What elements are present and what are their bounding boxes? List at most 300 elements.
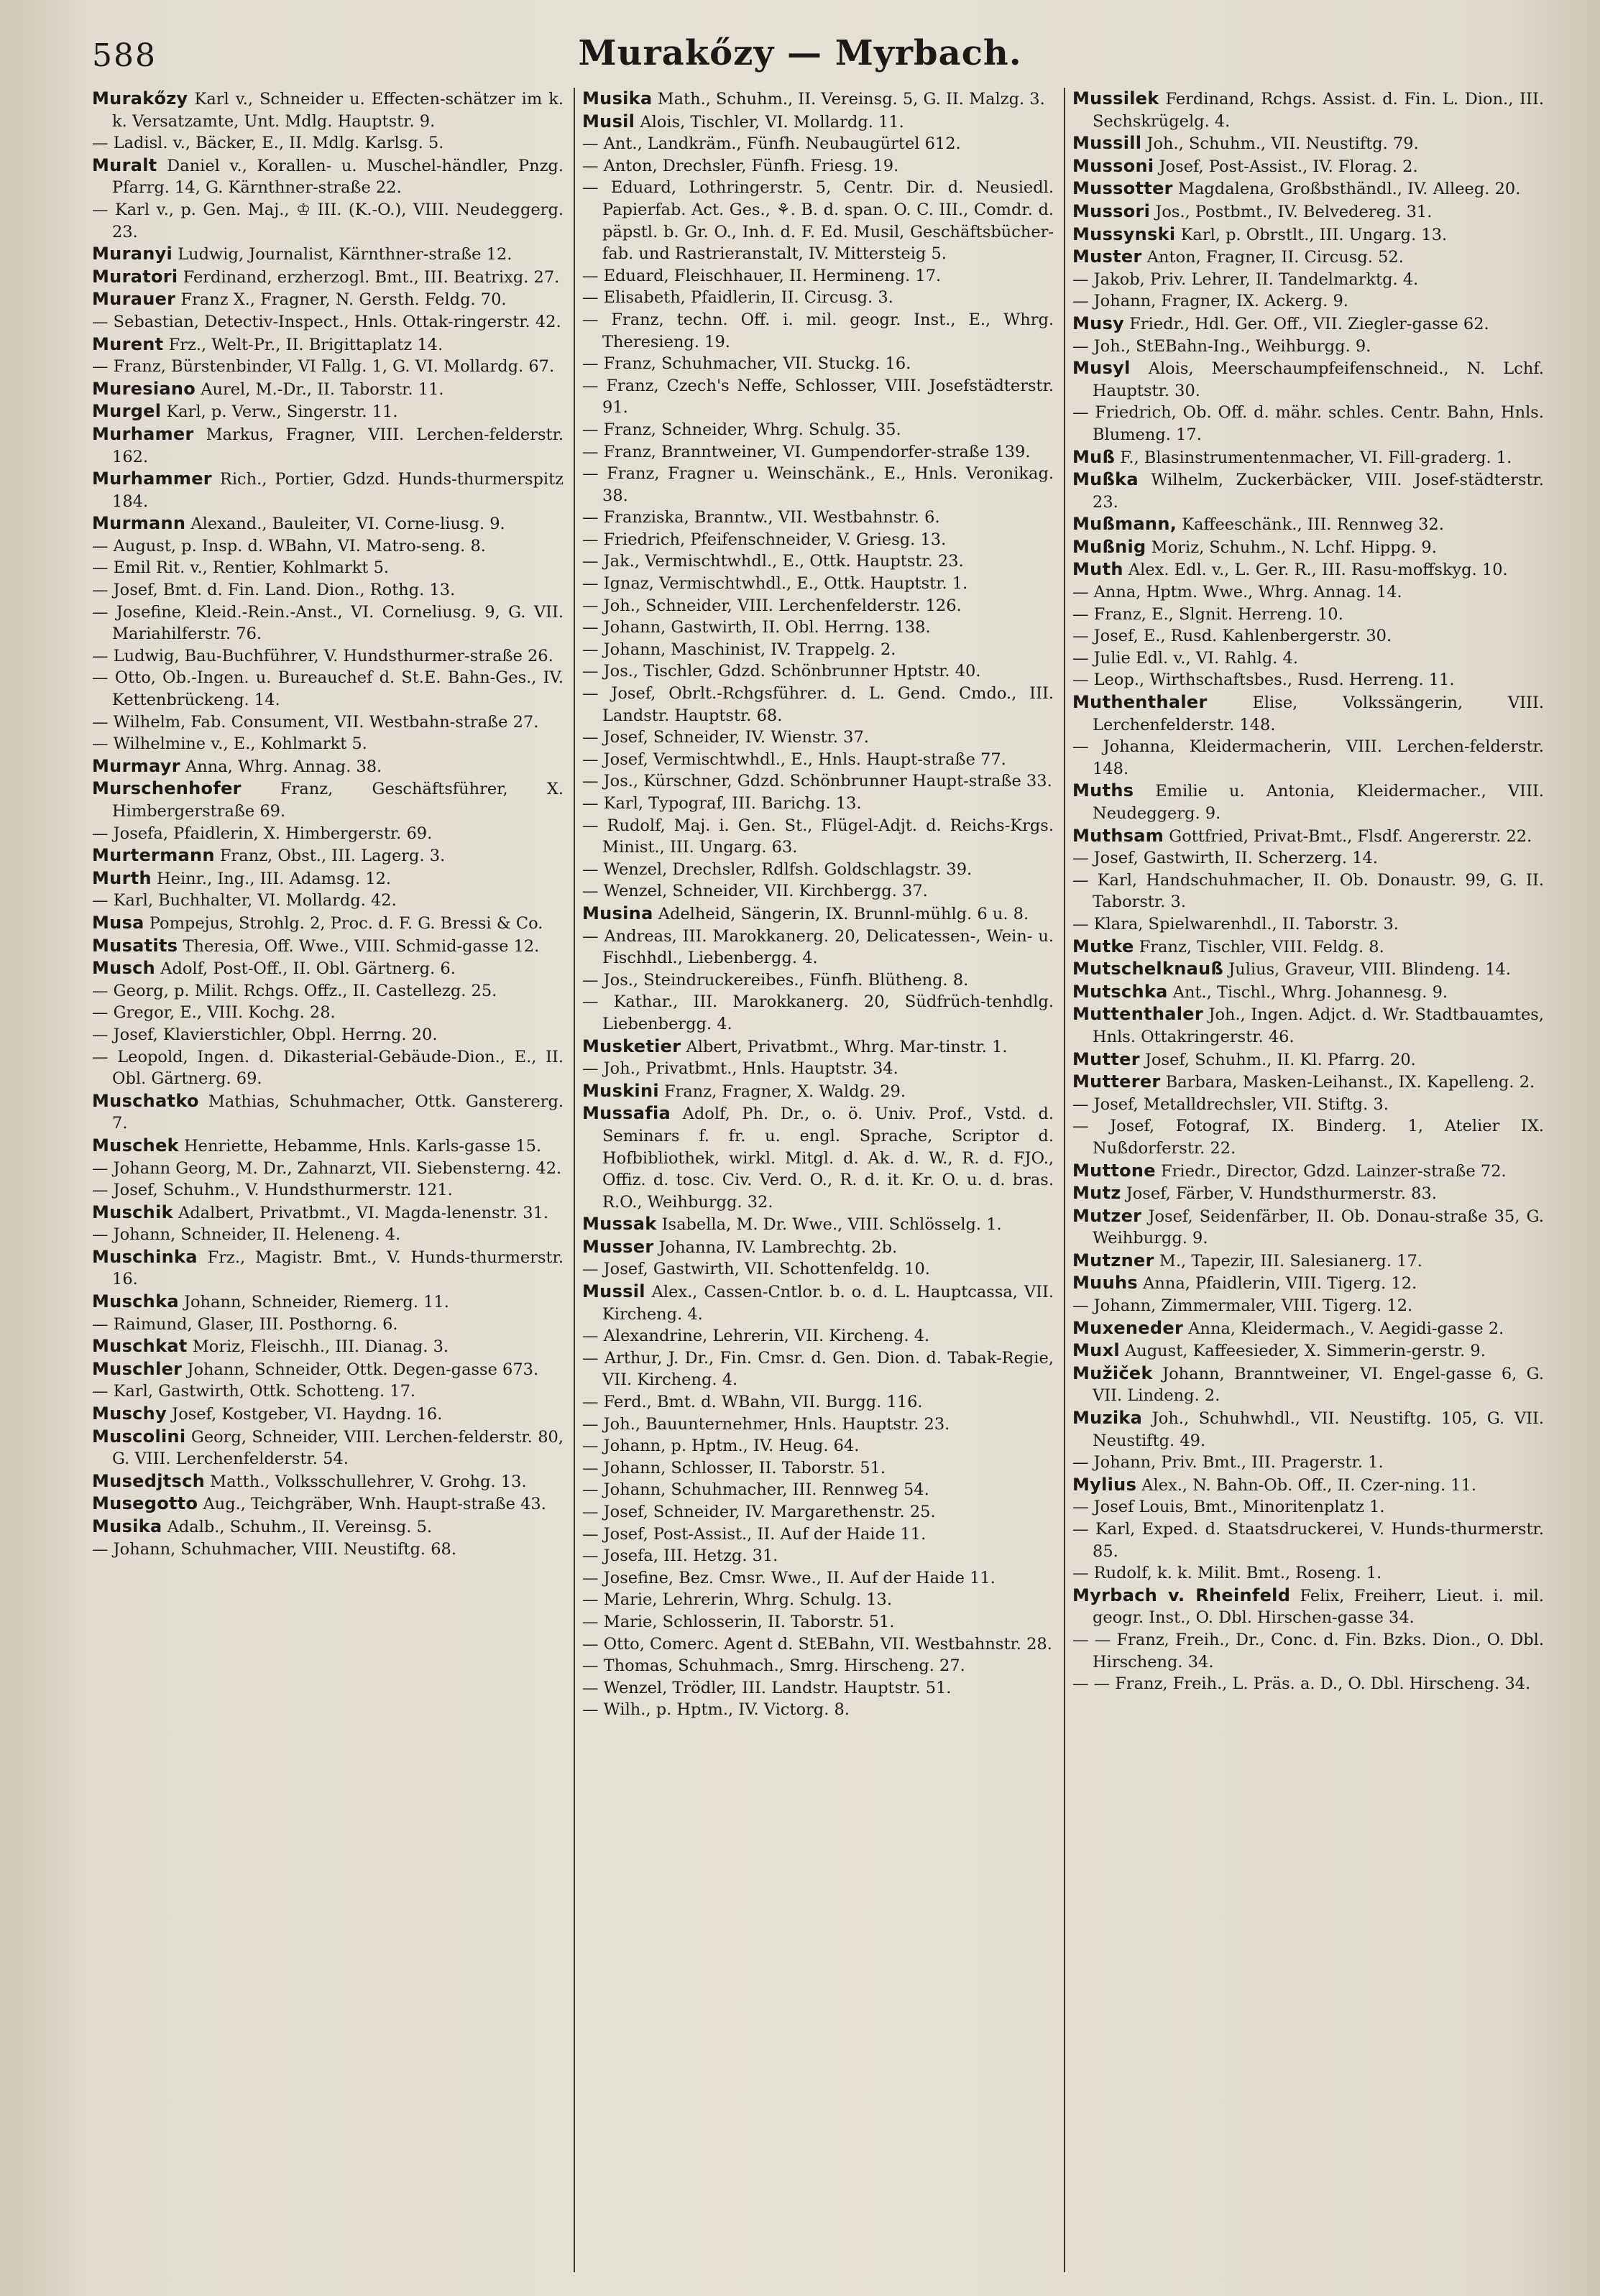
entry-surname: Mutzner xyxy=(1072,1250,1154,1271)
entry-surname: Mußnig xyxy=(1072,536,1146,557)
entry-surname: Musyl xyxy=(1072,358,1131,379)
directory-entry xyxy=(1072,1585,1544,1629)
entry-text: Joh., Ingen. Adjct. d. Wr. Stadtbauamtes, Hnls. Ottakringerstr. 46. xyxy=(1093,1005,1544,1046)
directory-entry xyxy=(582,265,1054,287)
directory-entry xyxy=(1072,558,1544,581)
directory-entry xyxy=(1072,1160,1544,1183)
directory-entry xyxy=(92,957,564,980)
directory-entry xyxy=(92,579,564,601)
entry-surname: Mußmann, xyxy=(1072,514,1177,535)
directory-entry xyxy=(92,1291,564,1314)
directory-entry xyxy=(582,1325,1054,1347)
directory-entry xyxy=(92,823,564,845)
entry-text: Felix, Freiherr, Lieut. i. mil. geogr. Inst., O. Dbl. Hirschen-gasse 34. xyxy=(1093,1586,1544,1628)
entry-surname: Murakőzy xyxy=(92,88,188,109)
entry-text: — Ladisl. v., Bäcker, E., II. Mdlg. Karlsg. 5. xyxy=(92,134,444,153)
entry-surname: Muschler xyxy=(92,1358,183,1379)
entry-surname: Mussak xyxy=(582,1214,657,1235)
directory-entry xyxy=(582,1479,1054,1501)
directory-entry xyxy=(582,375,1054,419)
entry-text: — Anton, Drechsler, Fünfh. Friesg. 19. xyxy=(582,156,899,175)
entry-text: Frz., Welt-Pr., II. Brigittaplatz 14. xyxy=(163,335,443,354)
directory-entry xyxy=(92,1380,564,1403)
entry-text: — Gregor, E., VIII. Kochg. 28. xyxy=(92,1003,336,1023)
entry-text: Johann, Branntweiner, VI. Engel-gasse 6, G. VII. Lindeng. 2. xyxy=(1093,1364,1544,1406)
directory-entry xyxy=(1072,1048,1544,1071)
entry-text: — Joh., Schneider, VIII. Lerchenfelderstr. 126. xyxy=(582,596,962,615)
entry-text: Alex., Cassen-Cntlor. b. o. d. L. Hauptcassa, VII. Kircheng. 4. xyxy=(602,1283,1054,1324)
entry-text: — Johann, Schuhmacher, VIII. Neustiftg. 68. xyxy=(92,1539,456,1559)
directory-entry xyxy=(582,529,1054,551)
entry-text: Karl, p. Verw., Singerstr. 11. xyxy=(161,402,398,422)
entry-text: — Karl v., p. Gen. Maj., ♔ III. (K.-O.), VIII. Neudeggerg. 23. xyxy=(92,200,564,241)
entry-text: — Joh., Bauunternehmer, Hnls. Hauptstr. 23. xyxy=(582,1414,950,1434)
entry-text: Joh., Schuhwhdl., VII. Neustiftg. 105, G. VII. Neustiftg. 49. xyxy=(1093,1409,1544,1450)
entry-surname: Muratori xyxy=(92,266,178,287)
directory-entry xyxy=(582,1523,1054,1546)
directory-entry xyxy=(582,1611,1054,1633)
directory-entry xyxy=(1072,847,1544,870)
entry-text: — Karl, Exped. d. Staatsdruckerei, V. Hunds-thurmerstr. 85. xyxy=(1072,1520,1544,1561)
entry-text: Aug., Teichgräber, Wnh. Haupt-straße 43. xyxy=(198,1495,546,1514)
entry-text: — Johann, Schneider, II. Heleneng. 4. xyxy=(92,1225,401,1245)
entry-surname: Murtermann xyxy=(92,845,215,866)
entry-surname: Mussafia xyxy=(582,1103,671,1124)
directory-entry xyxy=(582,550,1054,573)
directory-entry xyxy=(582,309,1054,353)
entry-text: — Josef, Schuhm., V. Hundsthurmerstr. 121. xyxy=(92,1181,453,1200)
directory-entry xyxy=(1072,1474,1544,1497)
entry-text: — Sebastian, Detectiv-Inspect., Hnls. Ottak-ringerstr. 42. xyxy=(92,312,561,331)
directory-entry xyxy=(92,890,564,912)
entry-text: — Leopold, Ingen. d. Dikasterial-Gebäude-Dion., E., II. Obl. Gärtnerg. 69. xyxy=(92,1047,564,1089)
directory-entry xyxy=(92,1516,564,1539)
entry-surname: Muxeneder xyxy=(1072,1317,1184,1338)
entry-surname: Musser xyxy=(582,1236,654,1257)
entry-text: — Eduard, Fleischhauer, II. Hermineng. 17. xyxy=(582,266,942,285)
entry-text: — Wilhelm, Fab. Consument, VII. Westbahn-straße 27. xyxy=(92,712,539,732)
entry-text: Emilie u. Antonia, Kleidermacher., VIII. Neudeggerg. 9. xyxy=(1093,782,1544,823)
directory-entry xyxy=(92,645,564,668)
directory-entry xyxy=(1072,1272,1544,1295)
entry-text: Ant., Tischl., Whrg. Johannesg. 9. xyxy=(1167,982,1448,1002)
entry-text: Adolf, Post-Off., II. Obl. Gärtnerg. 6. xyxy=(155,959,456,979)
entry-text: Barbara, Masken-Leihanst., IX. Kapelleng. 2. xyxy=(1160,1073,1535,1092)
entry-text: — Josefa, III. Hetzg. 31. xyxy=(582,1546,778,1566)
entry-surname: Murhamer xyxy=(92,423,194,444)
entry-text: Friedr., Director, Gdzd. Lainzer-straße 72. xyxy=(1155,1161,1507,1181)
directory-entry xyxy=(582,727,1054,749)
directory-entry xyxy=(1072,1340,1544,1363)
entry-text: Adelheid, Sängerin, IX. Brunnl-mühlg. 6 u. 8. xyxy=(653,904,1029,923)
entry-surname: Muschik xyxy=(92,1202,173,1222)
entry-text: — Alexandrine, Lehrerin, VII. Kircheng. 4. xyxy=(582,1327,930,1346)
entry-text: Franz, Obst., III. Lagerg. 3. xyxy=(214,847,446,866)
directory-entry xyxy=(92,423,564,468)
directory-entry xyxy=(582,1213,1054,1236)
entry-text: — Josef, E., Rusd. Kahlenbergerstr. 30. xyxy=(1072,627,1392,646)
entry-text: — Josef, Bmt. d. Fin. Land. Dion., Rothg. 13. xyxy=(92,581,456,600)
entry-text: Albert, Privatbmt., Whrg. Mar-tinstr. 1. xyxy=(681,1037,1008,1056)
entry-text: Mathias, Schuhmacher, Ottk. Ganstererg. 7. xyxy=(112,1092,564,1133)
entry-text: — Franz, Schuhmacher, VII. Stuckg. 16. xyxy=(582,354,911,374)
entry-text: F., Blasinstrumentenmacher, VI. Fill-graderg. 1. xyxy=(1115,448,1512,467)
page-number: 588 xyxy=(92,37,157,74)
directory-entry xyxy=(1072,870,1544,913)
entry-surname: Muth xyxy=(1072,559,1123,580)
directory-entry xyxy=(92,199,564,243)
entry-text: — Wenzel, Schneider, VII. Kirchbergg. 37. xyxy=(582,882,928,901)
directory-entry xyxy=(92,1493,564,1516)
entry-text: — Josef Louis, Bmt., Minoritenplatz 1. xyxy=(1072,1498,1385,1517)
entry-text: Georg, Schneider, VIII. Lerchen-felderstr. 80, G. VIII. Lerchenfelderstr. 54. xyxy=(112,1427,564,1469)
entry-text: — Arthur, J. Dr., Fin. Cmsr. d. Gen. Dion. d. Tabak-Regie, VII. Kircheng. 4. xyxy=(582,1348,1054,1390)
entry-text: — Josef, Metalldrechsler, VII. Stiftg. 3. xyxy=(1072,1094,1389,1114)
entry-text: — Andreas, III. Marokkanerg. 20, Delicatessen-, Wein- u. Fischhdl., Liebenbergg. 4. xyxy=(582,926,1054,968)
directory-entry xyxy=(582,1457,1054,1480)
directory-entry xyxy=(1072,691,1544,736)
entry-text: — Ferd., Bmt. d. WBahn, VII. Burgg. 116. xyxy=(582,1393,923,1412)
entry-surname: Musketier xyxy=(582,1036,681,1056)
entry-text: Ferdinand, Rchgs. Assist. d. Fin. L. Dion., III. Sechskrügelg. 4. xyxy=(1093,90,1544,131)
directory-entry xyxy=(92,935,564,958)
directory-entry xyxy=(582,1633,1054,1656)
entry-surname: Muralt xyxy=(92,155,157,175)
directory-entry xyxy=(1072,1115,1544,1159)
entry-text: Anna, Whrg. Annag. 38. xyxy=(180,757,382,776)
directory-entry xyxy=(582,1589,1054,1611)
directory-entry xyxy=(92,778,564,822)
entry-text: Alois, Meerschaumpfeifenschneid., N. Lchf. Hauptstr. 30. xyxy=(1093,359,1544,400)
directory-entry xyxy=(582,133,1054,155)
directory-entry xyxy=(92,711,564,734)
directory-entry xyxy=(582,1435,1054,1457)
entry-text: Kaffeeschänk., III. Rennweg 32. xyxy=(1177,515,1444,535)
directory-entry xyxy=(92,1090,564,1135)
directory-entry xyxy=(1072,132,1544,155)
directory-entry xyxy=(582,419,1054,441)
entry-text: Josef, Färber, V. Hundsthurmerstr. 83. xyxy=(1121,1184,1437,1204)
directory-entry xyxy=(92,311,564,333)
entry-text: — Josef, Obrlt.-Rchgsführer. d. L. Gend. Cmdo., III. Landstr. Hauptstr. 68. xyxy=(582,684,1054,725)
entry-surname: Mussill xyxy=(1072,133,1142,154)
directory-columns xyxy=(92,88,1544,2272)
directory-entry xyxy=(1072,1071,1544,1094)
entry-text: — — Franz, Freih., Dr., Conc. d. Fin. Bzks. Dion., O. Dbl. Hirscheng. 34. xyxy=(1072,1630,1544,1672)
entry-text: — Karl, Handschuhmacher, II. Ob. Donaustr. 99, G. II. Taborstr. 3. xyxy=(1072,870,1544,912)
directory-entry xyxy=(582,463,1054,507)
entry-text: Franz, Tischler, VIII. Feldg. 8. xyxy=(1134,937,1384,956)
entry-text: Frz., Magistr. Bmt., V. Hunds-thurmerstr. 16. xyxy=(112,1248,564,1289)
directory-entry xyxy=(1072,1518,1544,1562)
directory-entry xyxy=(582,991,1054,1035)
entry-text: Franz, Geschäftsführer, X. Himbergerstraße 69. xyxy=(112,780,564,821)
directory-entry xyxy=(582,903,1054,926)
entry-text: — Wilh., p. Hptm., IV. Victorg. 8. xyxy=(582,1700,850,1720)
entry-text: — Josefine, Kleid.-Rein.-Anst., VI. Corneliusg. 9, G. VII. Mariahilferstr. 76. xyxy=(92,602,564,644)
entry-text: Josef, Kostgeber, VI. Haydng. 16. xyxy=(167,1405,443,1424)
directory-entry xyxy=(1072,269,1544,291)
directory-entry xyxy=(92,535,564,558)
entry-surname: Mutke xyxy=(1072,936,1134,956)
directory-entry xyxy=(582,1501,1054,1523)
directory-entry xyxy=(1072,625,1544,647)
entry-surname: Mutzer xyxy=(1072,1205,1142,1226)
directory-entry xyxy=(92,1426,564,1470)
entry-text: — Rudolf, k. k. Milit. Bmt., Roseng. 1. xyxy=(1072,1564,1382,1583)
entry-surname: Musegotto xyxy=(92,1493,198,1514)
directory-entry xyxy=(92,1179,564,1202)
entry-text: — Josef, Vermischtwhdl., E., Hnls. Haupt-straße 77. xyxy=(582,750,1006,769)
entry-text: — Wilhelmine v., E., Kohlmarkt 5. xyxy=(92,734,367,754)
directory-entry xyxy=(92,378,564,401)
entry-text: Adalbert, Privatbmt., VI. Magda-lenenstr. 31. xyxy=(173,1203,549,1222)
directory-entry xyxy=(92,1135,564,1158)
entry-text: — Karl, Buchhalter, VI. Mollardg. 42. xyxy=(92,891,397,910)
entry-text: — Wenzel, Trödler, III. Landstr. Hauptstr. 51. xyxy=(582,1678,952,1697)
directory-entry xyxy=(1072,155,1544,178)
directory-entry xyxy=(582,353,1054,375)
entry-text: Josef, Seidenfärber, II. Ob. Donau-straße 35, G. Weihburgg. 9. xyxy=(1093,1207,1544,1248)
entry-surname: Muthenthaler xyxy=(1072,692,1208,713)
entry-text: Johann, Schneider, Ottk. Degen-gasse 673. xyxy=(182,1360,539,1379)
entry-surname: Mußka xyxy=(1072,469,1139,490)
entry-surname: Mussil xyxy=(582,1281,645,1302)
directory-entry xyxy=(582,1655,1054,1677)
entry-text: — Georg, p. Milit. Rchgs. Offz., II. Castellezg. 25. xyxy=(92,981,497,1000)
entry-text: — Ant., Landkräm., Fünfh. Neubaugürtel 612. xyxy=(582,134,961,154)
directory-entry xyxy=(92,1314,564,1336)
directory-entry xyxy=(92,733,564,755)
entry-text: — Jakob, Priv. Lehrer, II. Tandelmarktg. 4. xyxy=(1072,269,1419,289)
entry-text: — Joh., Privatbmt., Hnls. Hauptstr. 34. xyxy=(582,1059,898,1079)
entry-text: — Kathar., III. Marokkanerg. 20, Südfrüch-tenhdlg. Liebenbergg. 4. xyxy=(582,992,1054,1033)
directory-entry xyxy=(1072,536,1544,559)
column-middle xyxy=(574,88,1054,2272)
entry-surname: Mussori xyxy=(1072,200,1151,221)
directory-entry xyxy=(1072,1295,1544,1317)
directory-entry xyxy=(1072,780,1544,824)
directory-entry xyxy=(92,1246,564,1291)
directory-entry xyxy=(582,507,1054,529)
directory-entry xyxy=(92,667,564,711)
entry-text: — Elisabeth, Pfaidlerin, II. Circusg. 3. xyxy=(582,288,893,308)
column-right xyxy=(1064,88,1544,2272)
entry-surname: Mussynski xyxy=(1072,223,1176,244)
directory-entry xyxy=(1072,200,1544,223)
directory-entry xyxy=(582,1080,1054,1103)
entry-surname: Muuhs xyxy=(1072,1273,1138,1294)
directory-entry xyxy=(1072,936,1544,959)
entry-text: August, Kaffeesieder, X. Simmerin-gerstr. 9. xyxy=(1119,1342,1486,1361)
directory-entry xyxy=(582,1236,1054,1259)
directory-entry xyxy=(1072,958,1544,981)
entry-surname: Musch xyxy=(92,958,156,979)
directory-entry xyxy=(582,1545,1054,1567)
entry-text: Friedr., Hdl. Ger. Off., VII. Ziegler-gasse 62. xyxy=(1124,314,1489,333)
entry-text: — Julie Edl. v., VI. Rahlg. 4. xyxy=(1072,648,1299,668)
entry-surname: Muxl xyxy=(1072,1340,1120,1361)
directory-entry xyxy=(92,1046,564,1090)
entry-text: Josef, Schuhm., II. Kl. Pfarrg. 20. xyxy=(1139,1050,1416,1069)
entry-text: — Franz, Schneider, Whrg. Schulg. 35. xyxy=(582,420,901,439)
directory-entry xyxy=(1072,1317,1544,1340)
directory-entry xyxy=(582,287,1054,309)
directory-entry xyxy=(582,1036,1054,1059)
entry-surname: Musina xyxy=(582,903,653,923)
entry-text: Josef, Post-Assist., IV. Florag. 2. xyxy=(1154,157,1418,176)
directory-entry xyxy=(1072,981,1544,1004)
directory-entry xyxy=(582,155,1054,177)
entry-surname: Muzika xyxy=(1072,1408,1143,1429)
directory-entry xyxy=(582,595,1054,617)
entry-text: — Johann, Schuhmacher, III. Rennweg 54. xyxy=(582,1480,929,1500)
directory-entry xyxy=(582,880,1054,903)
entry-text: Ludwig, Journalist, Kärnthner-straße 12. xyxy=(173,245,512,264)
entry-text: Johann, Schneider, Riemerg. 11. xyxy=(178,1293,449,1312)
entry-text: — August, p. Insp. d. WBahn, VI. Matro-seng. 8. xyxy=(92,536,486,555)
directory-entry xyxy=(1072,1363,1544,1407)
directory-entry xyxy=(1072,736,1544,780)
directory-entry xyxy=(92,88,564,132)
entry-surname: Musatits xyxy=(92,935,178,956)
entry-text: — Johann, Gastwirth, II. Obl. Herrng. 138. xyxy=(582,618,931,637)
directory-entry xyxy=(1072,1205,1544,1250)
entry-text: — Jos., Tischler, Gdzd. Schönbrunner Hptstr. 40. xyxy=(582,662,981,681)
directory-entry xyxy=(1072,357,1544,402)
entry-text: Jos., Postbmt., IV. Belvedereg. 31. xyxy=(1150,202,1433,221)
entry-surname: Muß xyxy=(1072,446,1116,467)
entry-text: — Marie, Lehrerin, Whrg. Schulg. 13. xyxy=(582,1590,893,1610)
directory-entry xyxy=(1072,446,1544,469)
directory-entry xyxy=(1072,88,1544,132)
entry-surname: Muschatko xyxy=(92,1090,199,1111)
entry-text: Heinr., Ing., III. Adamsg. 12. xyxy=(151,869,392,888)
directory-entry xyxy=(1072,1629,1544,1673)
entry-surname: Musy xyxy=(1072,313,1125,333)
entry-text: Ferdinand, erzherzogl. Bmt., III. Beatrixg. 27. xyxy=(178,267,560,287)
entry-text: — Josef, Schneider, IV. Margarethenstr. 25. xyxy=(582,1503,936,1521)
directory-entry xyxy=(92,356,564,378)
entry-text: Markus, Fragner, VIII. Lerchen-felderstr. 162. xyxy=(112,425,564,466)
directory-entry xyxy=(582,1102,1054,1213)
directory-entry xyxy=(92,912,564,935)
directory-entry xyxy=(582,749,1054,771)
entry-text: Alex., N. Bahn-Ob. Off., II. Czer-ning. 11. xyxy=(1136,1475,1477,1495)
directory-entry xyxy=(1072,290,1544,313)
entry-text: — Josefine, Bez. Cmsr. Wwe., II. Auf der Haide 11. xyxy=(582,1568,996,1587)
entry-text: — Otto, Ob.-Ingen. u. Bureauchef d. St.E. Bahn-Ges., IV. Kettenbrückeng. 14. xyxy=(92,668,564,710)
directory-entry xyxy=(1072,1496,1544,1518)
entry-text: — Johann, Maschinist, IV. Trappelg. 2. xyxy=(582,640,896,659)
entry-text: — Friedrich, Ob. Off. d. mähr. schles. Centr. Bahn, Hnls. Blumeng. 17. xyxy=(1072,403,1544,444)
entry-surname: Muthsam xyxy=(1072,825,1164,846)
entry-text: — Franz, Branntweiner, VI. Gumpendorfer-straße 139. xyxy=(582,442,1031,461)
entry-text: Anna, Kleidermach., V. Aegidi-gasse 2. xyxy=(1183,1319,1504,1338)
entry-text: Elise, Volkssängerin, VIII. Lerchenfelderstr. 148. xyxy=(1093,693,1544,734)
entry-surname: Mussilek xyxy=(1072,88,1159,109)
entry-surname: Musil xyxy=(582,111,635,132)
entry-text: — Johann, Schlosser, II. Taborstr. 51. xyxy=(582,1458,886,1477)
entry-text: Matth., Volksschullehrer, V. Grohg. 13. xyxy=(205,1472,527,1491)
entry-text: — Karl, Gastwirth, Ottk. Schotteng. 17. xyxy=(92,1382,416,1401)
directory-entry xyxy=(92,1202,564,1225)
entry-surname: Mužiček xyxy=(1072,1363,1153,1383)
entry-surname: Mutschelknauß xyxy=(1072,959,1224,979)
directory-entry xyxy=(1072,1250,1544,1273)
entry-text: Karl v., Schneider u. Effecten-schätzer im k. k. Versatzamte, Unt. Mdlg. Hauptstr. 9. xyxy=(112,90,564,131)
entry-surname: Musika xyxy=(92,1516,162,1536)
directory-entry xyxy=(92,155,564,199)
entry-text: — Franz, Fragner u. Weinschänk., E., Hnls. Veronikag. 38. xyxy=(582,464,1054,505)
directory-entry xyxy=(582,1699,1054,1721)
entry-text: — Ludwig, Bau-Buchführer, V. Hundsthurmer-straße 26. xyxy=(92,646,553,665)
entry-text: — Josefa, Pfaidlerin, X. Himbergerstr. 69. xyxy=(92,824,433,843)
directory-entry xyxy=(92,288,564,311)
entry-text: — Johann, p. Hptm., IV. Heug. 64. xyxy=(582,1437,860,1456)
directory-entry xyxy=(582,793,1054,815)
entry-surname: Muschek xyxy=(92,1135,179,1156)
directory-entry xyxy=(92,333,564,356)
entry-text: Anton, Fragner, II. Circusg. 52. xyxy=(1141,248,1404,267)
entry-text: — — Franz, Freih., L. Präs. a. D., O. Dbl. Hirscheng. 34. xyxy=(1072,1674,1531,1694)
entry-surname: Murgel xyxy=(92,401,162,422)
directory-entry xyxy=(1072,647,1544,670)
directory-entry xyxy=(1072,1094,1544,1116)
directory-entry xyxy=(1072,313,1544,336)
directory-entry xyxy=(1072,1452,1544,1474)
entry-text: — Klara, Spielwarenhdl., II. Taborstr. 3. xyxy=(1072,914,1399,933)
entry-text: — Johann, Zimmermaler, VIII. Tigerg. 12. xyxy=(1072,1296,1413,1316)
entry-surname: Muschy xyxy=(92,1403,167,1424)
directory-entry xyxy=(1072,604,1544,626)
entry-surname: Musa xyxy=(92,912,144,933)
entry-text: — Josef, Post-Assist., II. Auf der Haide 11. xyxy=(582,1524,927,1544)
entry-surname: Myrbach v. Rheinfeld xyxy=(1072,1585,1291,1605)
entry-text: Daniel v., Korallen- u. Muschel-händler, Pnzg. Pfarrg. 14, G. Kärnthner-straße 22. xyxy=(112,156,564,198)
entry-text: Aurel, M.-Dr., II. Taborstr. 11. xyxy=(196,379,444,399)
entry-text: — Franz, techn. Off. i. mil. geogr. Inst., E., Whrg. Theresieng. 19. xyxy=(582,310,1054,351)
entry-text: — Johanna, Kleidermacherin, VIII. Lerchen-felderstr. 148. xyxy=(1072,737,1544,778)
directory-entry xyxy=(1072,469,1544,513)
entry-surname: Murhammer xyxy=(92,469,212,489)
directory-entry xyxy=(1072,223,1544,246)
entry-text: Math., Schuhm., II. Vereinsg. 5, G. II. Malzg. 3. xyxy=(652,90,1045,109)
directory-entry xyxy=(582,1258,1054,1281)
directory-entry xyxy=(92,1358,564,1381)
entry-text: — Thomas, Schuhmach., Smrg. Hirscheng. 27. xyxy=(582,1656,965,1676)
directory-entry xyxy=(582,926,1054,969)
entry-text: — Leop., Wirthschaftsbes., Rusd. Herreng. 11. xyxy=(1072,670,1455,690)
entry-surname: Mutterer xyxy=(1072,1071,1161,1092)
entry-text: Alexand., Bauleiter, VI. Corne-liusg. 9. xyxy=(185,515,505,534)
entry-surname: Muskini xyxy=(582,1080,659,1101)
entry-text: M., Tapezir, III. Salesianerg. 17. xyxy=(1154,1251,1422,1271)
entry-surname: Muttenthaler xyxy=(1072,1004,1203,1025)
entry-surname: Muscolini xyxy=(92,1426,186,1447)
entry-text: Moriz, Fleischh., III. Dianag. 3. xyxy=(187,1337,449,1357)
directory-entry xyxy=(92,1403,564,1426)
entry-surname: Murmann xyxy=(92,513,186,534)
directory-entry xyxy=(582,1414,1054,1436)
entry-text: — Ignaz, Vermischtwhdl., E., Ottk. Hauptstr. 1. xyxy=(582,574,968,594)
directory-entry xyxy=(92,1539,564,1561)
directory-entry xyxy=(92,512,564,535)
entry-surname: Musedjtsch xyxy=(92,1470,206,1491)
entry-text: — Rudolf, Maj. i. Gen. St., Flügel-Adjt. d. Reichs-Krgs. Minist., III. Ungarg. 63. xyxy=(582,816,1054,857)
entry-text: — Josef, Gastwirth, II. Scherzerg. 14. xyxy=(1072,849,1379,868)
directory-entry xyxy=(582,815,1054,859)
